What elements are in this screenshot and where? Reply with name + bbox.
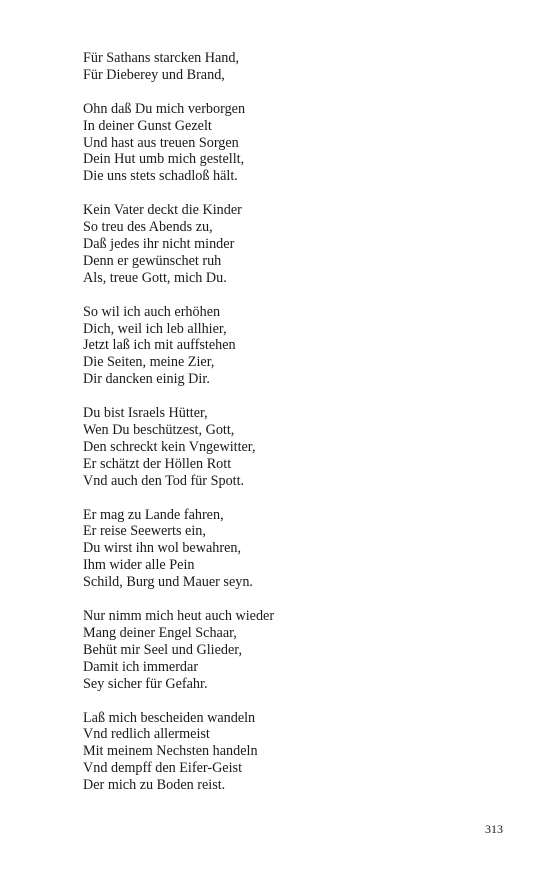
verse-line: Den schreckt kein Vngewitter,	[83, 438, 256, 455]
stanza	[83, 608, 503, 692]
verse-line: Denn er gewünschet ruh	[83, 252, 222, 269]
verse-line: Schild, Burg und Mauer seyn.	[83, 574, 253, 591]
verse-line: Für Sathans starcken Hand,	[83, 50, 240, 66]
verse-line: In deiner Gunst Gezelt	[83, 117, 212, 134]
verse-line: So wil ich auch erhöhen	[83, 303, 221, 320]
verse-line: Laß mich bescheiden wandeln	[83, 709, 256, 726]
stanza	[83, 101, 503, 185]
verse-line: Er schätzt der Höllen Rott	[83, 455, 232, 472]
stanza	[83, 507, 503, 591]
verse-line: Daß jedes ihr nicht minder	[83, 236, 235, 253]
verse-line: Dich, weil ich leb allhier,	[83, 320, 227, 337]
stanza	[83, 304, 503, 388]
verse-line: Für Dieberey und Brand,	[83, 66, 225, 83]
verse-line: Der mich zu Boden reist.	[83, 777, 226, 794]
verse-line: Er reise Seewerts ein,	[83, 523, 206, 540]
verse-line: Als, treue Gott, mich Du.	[83, 269, 227, 286]
verse-line: Mang deiner Engel Schaar,	[83, 624, 237, 641]
verse-line: Du wirst ihn wol bewahren,	[83, 540, 242, 557]
verse-line: Ohn daß Du mich verborgen	[83, 100, 246, 117]
stanza	[83, 202, 503, 286]
verse-line: Und hast aus treuen Sorgen	[83, 134, 239, 151]
verse-line: Kein Vater deckt die Kinder	[83, 202, 242, 219]
verse-line: Nur nimm mich heut auch wieder	[83, 608, 275, 625]
verse-line: So treu des Abends zu,	[83, 219, 213, 236]
stanza	[83, 50, 503, 84]
verse-line: Du bist Israels Hütter,	[83, 405, 208, 422]
verse-line: Er mag zu Lande fahren,	[83, 506, 224, 523]
verse-line: Jetzt laß ich mit auffstehen	[83, 337, 236, 354]
verse-line: Vnd auch den Tod für Spott.	[83, 472, 245, 489]
stanza	[83, 710, 503, 794]
page-number: 313	[485, 822, 503, 836]
verse-line: Damit ich immerdar	[83, 658, 199, 675]
stanza	[83, 405, 503, 489]
verse-line: Vnd dempff den Eifer-Geist	[83, 760, 243, 777]
verse-line: Wen Du beschützest, Gott,	[83, 422, 235, 439]
verse-line: Die uns stets schadloß hält.	[83, 168, 238, 185]
verse-line: Ihm wider alle Pein	[83, 557, 195, 574]
verse-line: Dir dancken einig Dir.	[83, 371, 210, 388]
poem-body	[83, 50, 503, 811]
verse-line: Dein Hut umb mich gestellt,	[83, 151, 245, 168]
verse-line: Vnd redlich allermeist	[83, 726, 210, 743]
verse-line: Sey sicher für Gefahr.	[83, 675, 208, 692]
verse-line: Behüt mir Seel und Glieder,	[83, 641, 243, 658]
verse-line: Mit meinem Nechsten handeln	[83, 743, 258, 760]
verse-line: Die Seiten, meine Zier,	[83, 354, 215, 371]
